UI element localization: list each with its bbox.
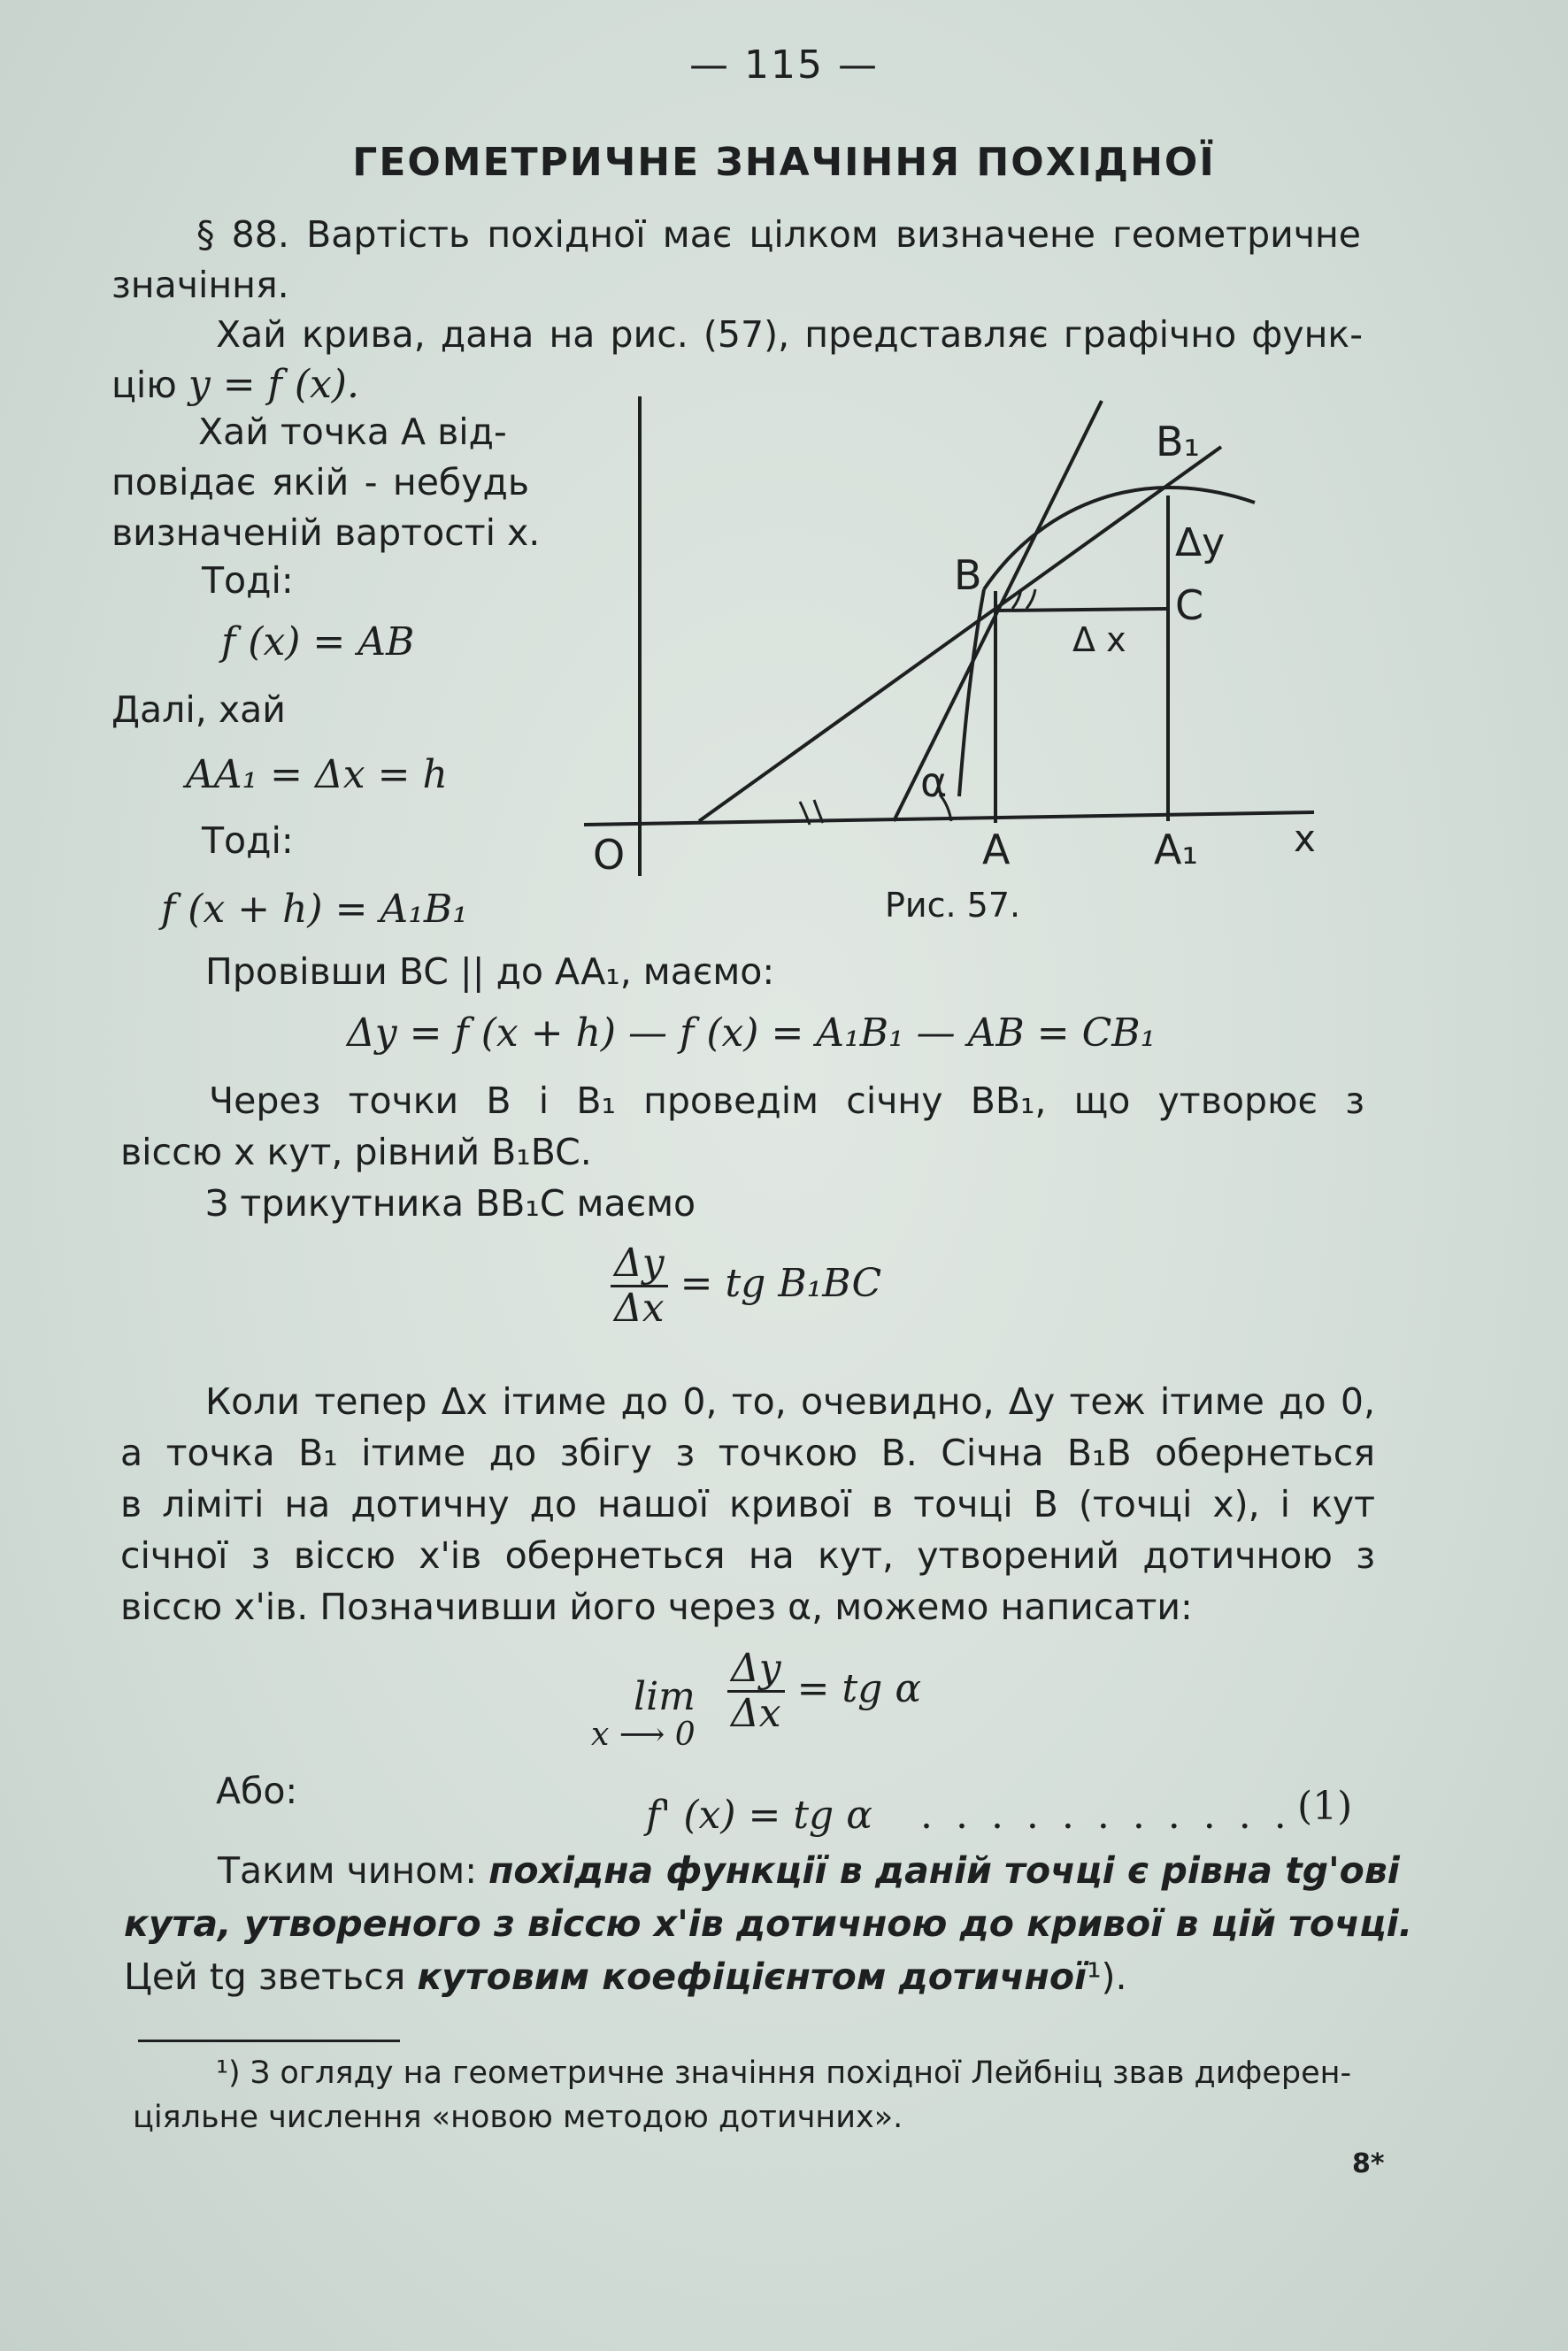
secant-line-2: віссю x кут, рівний B₁BC. bbox=[120, 1131, 592, 1173]
left-then-1: Тоді: bbox=[202, 559, 294, 602]
bc-parallel-line: Провівши BC || до AA₁, маємо: bbox=[205, 950, 775, 993]
label-origin: O bbox=[593, 831, 626, 879]
eq-delta-y: Δy = f (x + h) — f (x) = A₁B₁ — AB = CB₁ bbox=[347, 1010, 1157, 1056]
fraction-formula bbox=[611, 1242, 881, 1330]
lim-fraction bbox=[727, 1648, 785, 1735]
label-c: C bbox=[1175, 581, 1204, 629]
limit-line-5: віссю x'ів. Позначивши його через α, можемо написати: bbox=[120, 1586, 1193, 1628]
angle-arc-b-1 bbox=[1026, 589, 1035, 609]
conclusion-term: кутовим коефіцієнтом дотичної bbox=[417, 1955, 1088, 1998]
label-x-axis: x bbox=[1294, 817, 1316, 860]
footnote-rule bbox=[138, 2040, 400, 2042]
label-alpha: α bbox=[920, 758, 948, 806]
left-eq-fx: f (x) = AB bbox=[221, 619, 415, 665]
lim-denominator: Δx bbox=[731, 1691, 781, 1736]
conclusion-line-2: кута, утвореного з віссю x'ів дотичною до кривої в цій точці. bbox=[124, 1902, 1413, 1945]
label-b: B bbox=[954, 551, 982, 599]
intro-line-2: значіння. bbox=[111, 264, 289, 306]
fraction-dy-dx bbox=[611, 1242, 668, 1330]
lim-numerator: Δy bbox=[727, 1648, 785, 1693]
conclusion-lead-3: Цей tg зветься bbox=[124, 1955, 406, 1998]
lim-subscript: x ⟶ 0 bbox=[591, 1717, 696, 1753]
label-b1: B₁ bbox=[1156, 418, 1200, 465]
eq-final-number: (1) bbox=[1297, 1784, 1353, 1829]
intro-line-4-text: цію bbox=[111, 364, 177, 406]
left-then-2: Тоді: bbox=[202, 819, 294, 862]
conclusion-footnote-ref: ¹). bbox=[1087, 1955, 1127, 1998]
or-label: Або: bbox=[216, 1770, 298, 1812]
eq-final: f' (x) = tg α bbox=[646, 1793, 872, 1838]
figure-57 bbox=[566, 380, 1363, 938]
limit-line-2: а точка B₁ ітиме до збігу з точкою B. Січна B₁B обернеться bbox=[120, 1432, 1375, 1474]
limit-line-1: Коли тепер Δx ітиме до 0, то, очевидно, Δy теж ітиме до 0, bbox=[205, 1380, 1375, 1423]
intro-line-4 bbox=[111, 360, 359, 410]
label-a1: A₁ bbox=[1154, 826, 1198, 873]
page-number: — 115 — bbox=[689, 42, 879, 88]
conclusion-line-1 bbox=[218, 1846, 1400, 1895]
left-further: Далі, хай bbox=[111, 688, 286, 731]
section-heading: ГЕОМЕТРИЧНЕ ЗНАЧІННЯ ПОХІДНОЇ bbox=[352, 140, 1216, 185]
conclusion-lead: Таким чином: bbox=[218, 1849, 478, 1892]
secant-line-1: Через точки B і B₁ проведім січну BB₁, що утворює з bbox=[209, 1079, 1364, 1122]
conclusion-line-3 bbox=[124, 1952, 1127, 2001]
label-delta-y: Δy bbox=[1175, 520, 1226, 565]
lim-rhs: = tg α bbox=[796, 1666, 922, 1711]
label-delta-x: Δ x bbox=[1072, 620, 1126, 659]
intro-line-3: Хай крива, дана на рис. (57), представляє графічно функ- bbox=[216, 313, 1363, 356]
triangle-line: З трикутника BB₁C маємо bbox=[205, 1182, 696, 1225]
left-eq-fxh: f (x + h) = A₁B₁ bbox=[161, 887, 468, 932]
eq-final-dots: . . . . . . . . . . . bbox=[920, 1793, 1292, 1838]
figure-caption: Рис. 57. bbox=[885, 886, 1021, 925]
signature-mark: 8* bbox=[1352, 2148, 1385, 2179]
fraction-denominator: Δx bbox=[614, 1286, 665, 1331]
limit-line-3: в ліміті на дотичну до нашої кривої в точці B (точці x), і кут bbox=[120, 1483, 1375, 1525]
left-point-line-1: Хай точка A від- bbox=[198, 411, 507, 453]
curve-lower bbox=[959, 589, 984, 796]
intro-function-formula: y = f (x). bbox=[188, 362, 359, 407]
left-point-line-3: визначеній вартості x. bbox=[111, 511, 541, 554]
footnote-line-2: ціяльне числення «новою методою дотичних». bbox=[133, 2100, 903, 2135]
intro-line-1: § 88. Вартість похідної має цілком визначене геометричне bbox=[196, 213, 1361, 256]
conclusion-italic-1: похідна функції в даній точці є рівна tg'ові bbox=[488, 1849, 1400, 1892]
segment-bc bbox=[995, 609, 1168, 611]
lim-formula bbox=[727, 1648, 921, 1735]
label-a: A bbox=[982, 826, 1011, 873]
left-point-line-2: повідає якій - небудь bbox=[111, 461, 529, 503]
lim-word: lim bbox=[634, 1674, 696, 1719]
fraction-rhs: = tg B₁BC bbox=[680, 1261, 882, 1306]
fraction-numerator: Δy bbox=[611, 1242, 668, 1287]
footnote-line-1: ¹) З огляду на геометричне значіння похідної Лейбніц звав диферен- bbox=[216, 2055, 1352, 2091]
left-eq-increment: AA₁ = Δx = h bbox=[186, 752, 448, 797]
limit-line-4: січної з віссю x'ів обернеться на кут, утворений дотичною з bbox=[120, 1534, 1375, 1577]
